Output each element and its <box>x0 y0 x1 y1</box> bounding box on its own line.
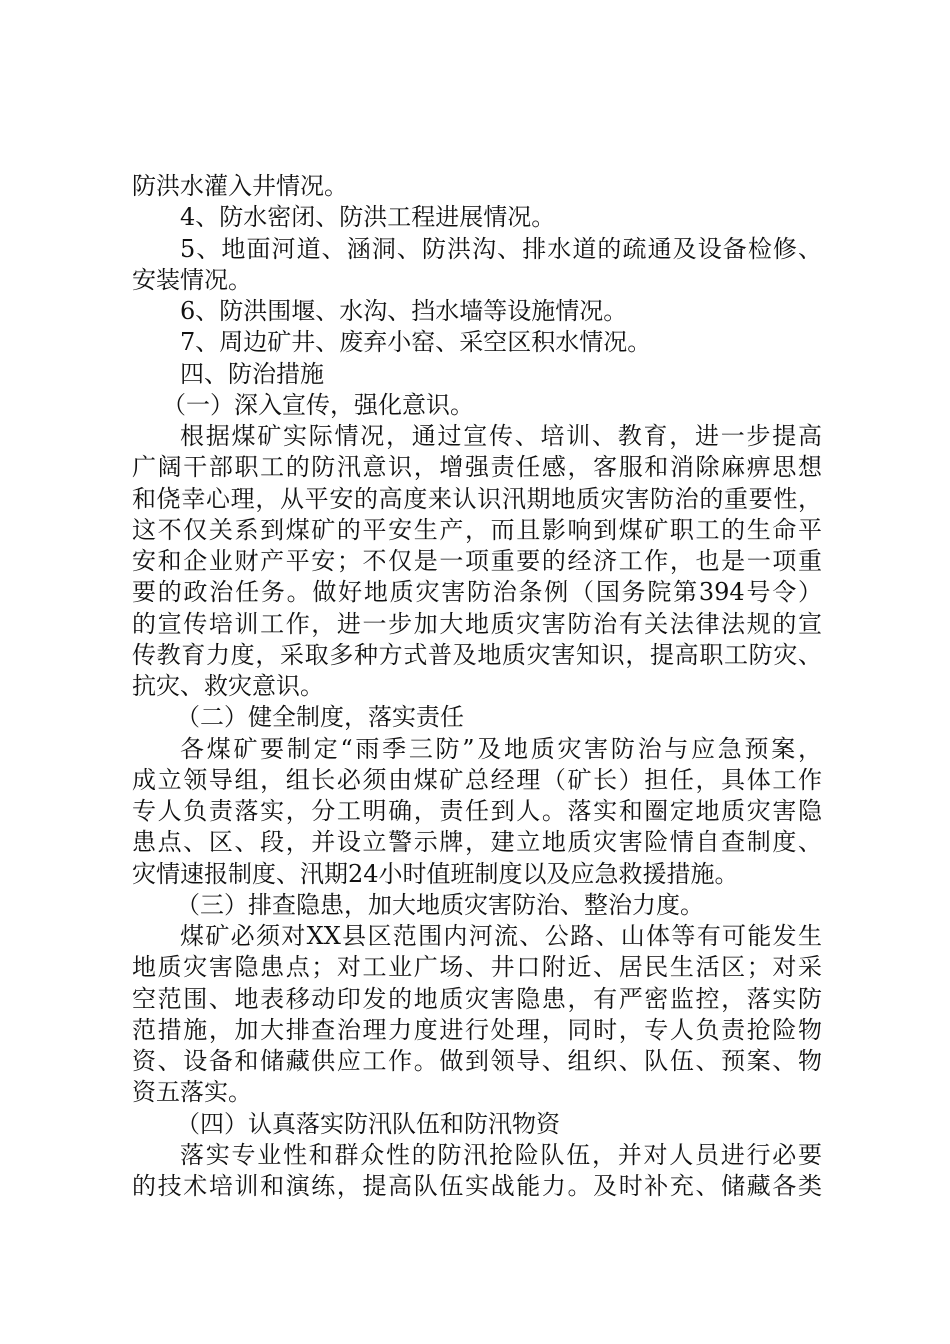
paragraph-line: 各煤矿要制定“雨季三防”及地质灾害防治与应急预案， <box>180 734 822 763</box>
paragraph-line: 抗灾、救灾意识。 <box>132 672 324 700</box>
list-item-4: 4、防水密闭、防洪工程进展情况。 <box>180 203 556 232</box>
list-item-7: 7、周边矿井、废弃小窑、采空区积水情况。 <box>180 328 652 357</box>
document-body <box>132 171 822 1202</box>
paragraph-line: 患点、区、段，并设立警示牌，建立地质灾害险情自查制度、 <box>132 828 822 857</box>
paragraph-line: 安装情况。 <box>132 265 252 294</box>
section-heading: 四、防治措施 <box>180 359 324 388</box>
paragraph-line: 防洪水灌入井情况。 <box>132 172 348 200</box>
paragraph-line: 成立领导组，组长必须由煤矿总经理（矿长）担任，具体工作 <box>132 765 822 794</box>
paragraph-line: 资五落实。 <box>132 1078 252 1107</box>
paragraph-line: 这不仅关系到煤矿的平安生产，而且影响到煤矿职工的生命平 <box>132 515 822 544</box>
paragraph-line: 资、设备和储藏供应工作。做到领导、组织、队伍、预案、物 <box>132 1047 822 1075</box>
subsection-heading-3: （三）排查隐患，加大地质灾害防治、整治力度。 <box>176 890 704 919</box>
paragraph-line: 要的政治任务。做好地质灾害防治条例（国务院第394号令） <box>132 578 822 607</box>
paragraph-line: 灾情速报制度、汛期24小时值班制度以及应急救援措施。 <box>132 859 739 888</box>
paragraph-line: 地质灾害隐患点；对工业广场、井口附近、居民生活区；对采 <box>132 953 822 982</box>
paragraph-line: 专人负责落实，分工明确，责任到人。落实和圈定地质灾害隐 <box>132 797 822 825</box>
paragraph-line: 安和企业财产平安；不仅是一项重要的经济工作，也是一项重 <box>132 547 822 575</box>
subsection-heading-2: （二）健全制度，落实责任 <box>176 703 464 732</box>
paragraph-line: 的技术培训和演练，提高队伍实战能力。及时补充、储藏各类 <box>132 1172 822 1200</box>
paragraph-line: 煤矿必须对XX县区范围内河流、公路、山体等有可能发生 <box>180 922 822 950</box>
list-item-6: 6、防洪围堰、水沟、挡水墙等设施情况。 <box>180 297 628 325</box>
list-item-5: 5、地面河道、涵洞、防洪沟、排水道的疏通及设备检修、 <box>180 234 822 263</box>
paragraph-line: 范措施，加大排查治理力度进行处理，同时，专人负责抢险物 <box>132 1015 822 1044</box>
paragraph-line: 和侥幸心理，从平安的高度来认识汛期地质灾害防治的重要性， <box>132 484 822 513</box>
paragraph-line: 根据煤矿实际情况，通过宣传、培训、教育，进一步提高 <box>180 422 822 450</box>
paragraph-line: 传教育力度，采取多种方式普及地质灾害知识，提高职工防灾、 <box>132 640 822 669</box>
subsection-heading-1: （一）深入宣传，强化意识。 <box>162 390 474 419</box>
paragraph-line: 广阔干部职工的防汛意识，增强责任感，客服和消除麻痹思想 <box>132 453 822 482</box>
paragraph-line: 空范围、地表移动印发的地质灾害隐患，有严密监控，落实防 <box>132 984 822 1013</box>
subsection-heading-4: （四）认真落实防汛队伍和防汛物资 <box>176 1109 560 1138</box>
paragraph-line: 落实专业性和群众性的防汛抢险队伍，并对人员进行必要 <box>180 1140 822 1169</box>
paragraph-line: 的宣传培训工作，进一步加大地质灾害防治有关法律法规的宣 <box>132 609 822 638</box>
